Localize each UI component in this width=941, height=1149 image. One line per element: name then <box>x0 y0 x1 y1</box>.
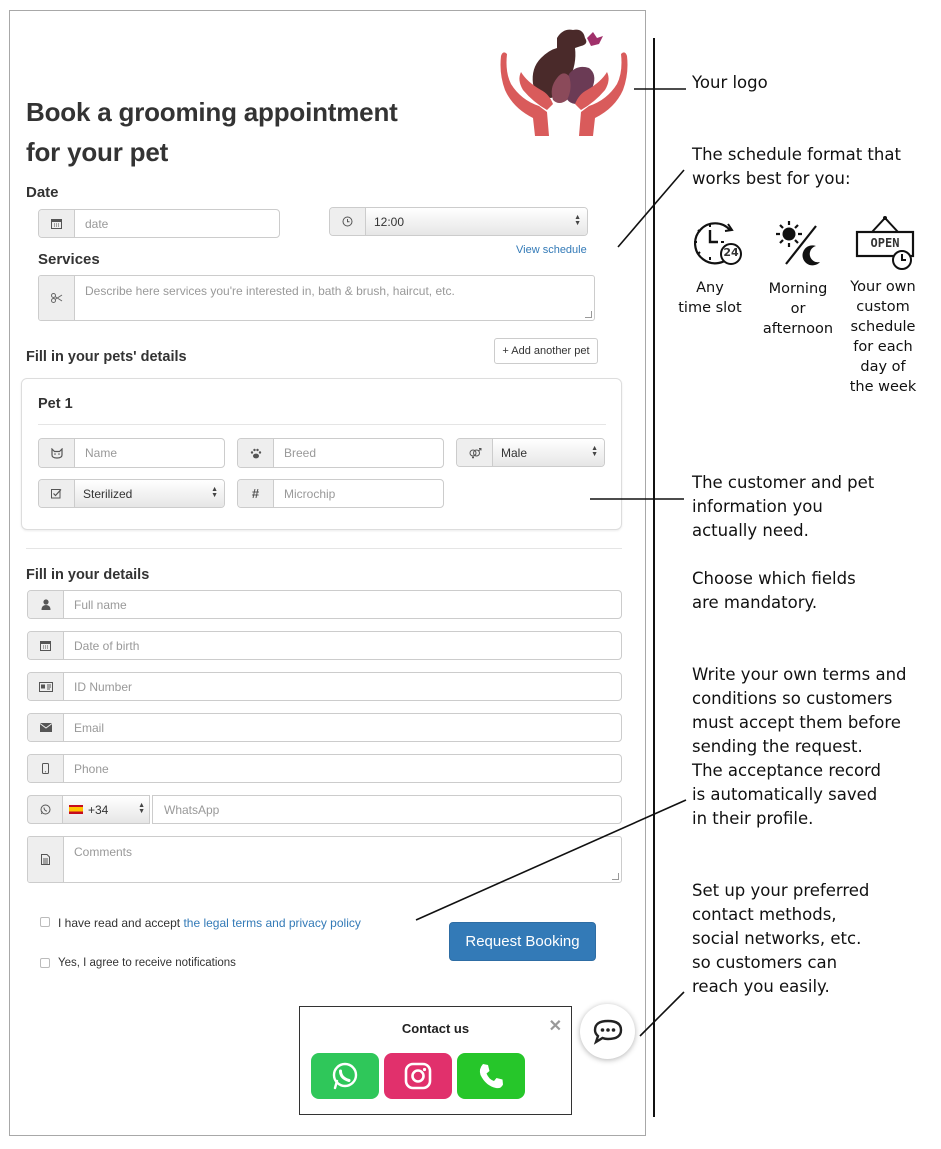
page-title-line1: Book a grooming appointment <box>26 97 398 127</box>
time-select-value: 12:00 <box>374 214 405 229</box>
option-any-time-slot <box>674 278 746 318</box>
select-arrows-icon: ▲ ▼ <box>591 445 598 458</box>
option-custom-line6: the week <box>849 379 917 395</box>
open-sign-label: OPEN <box>870 236 900 250</box>
option-custom-line5: day of <box>860 359 906 375</box>
annotation-contact-line3: social networks, etc. <box>692 929 862 948</box>
country-code-value: +34 <box>88 802 109 817</box>
annotation-contact-line4: so customers can <box>692 953 838 972</box>
terms-link[interactable]: the legal terms and privacy policy <box>183 916 361 930</box>
annotation-terms-line2: conditions so customers <box>692 689 893 708</box>
option-morning-line3: afternoon <box>762 321 834 337</box>
date-label: Date <box>26 184 59 201</box>
annotation-terms-line7: in their profile. <box>692 809 814 828</box>
select-arrows-icon: ▲ ▼ <box>138 802 145 815</box>
pet-breed-input[interactable]: Breed <box>284 446 317 460</box>
fullname-input[interactable]: Full name <box>74 597 127 612</box>
date-input[interactable]: date <box>85 216 109 231</box>
annotation-contact <box>692 879 869 999</box>
option-custom-line3: schedule <box>850 319 916 335</box>
option-morning-line1: Morning <box>768 281 828 297</box>
pet-microchip-input[interactable]: Microchip <box>284 486 336 501</box>
sun-moon-icon <box>772 218 826 270</box>
option-any-line1: Any <box>696 280 724 296</box>
pet-sterilized-value: Sterilized <box>83 486 133 501</box>
annotation-customer-line3: actually need. <box>692 521 809 540</box>
annotation-schedule <box>692 143 901 191</box>
comments-placeholder: Comments <box>74 845 133 859</box>
notifications-label: Yes, I agree to receive notifications <box>58 957 236 969</box>
annotation-terms-line4: sending the request. <box>692 737 863 756</box>
pet-name-input[interactable]: Name <box>85 446 118 460</box>
annotation-terms-line1: Write your own terms and <box>692 665 907 684</box>
annotation-customer-info <box>692 471 874 615</box>
add-another-pet-button[interactable]: + Add another pet <box>494 338 598 364</box>
annotation-contact-line2: contact methods, <box>692 905 837 924</box>
option-custom-line1: Your own <box>850 279 916 295</box>
clock-24-icon <box>688 214 744 270</box>
whatsapp-input[interactable]: WhatsApp <box>152 795 622 824</box>
annotation-terms-line5: The acceptance record <box>692 761 882 780</box>
email-input[interactable]: Email <box>74 720 105 735</box>
annotation-schedule-line1: The schedule format that <box>692 145 901 164</box>
select-arrows-icon: ▲ ▼ <box>211 486 218 499</box>
annotation-contact-line5: reach you easily. <box>692 977 830 996</box>
phone-input[interactable]: Phone <box>74 761 109 776</box>
annotation-schedule-line2: works best for you: <box>692 169 851 188</box>
option-morning-line2: or <box>790 301 806 317</box>
option-custom-schedule <box>842 277 924 397</box>
annotation-customer-line2: information you <box>692 497 823 516</box>
page-title-line2: for your pet <box>26 137 169 167</box>
dob-input[interactable]: Date of birth <box>74 638 140 653</box>
annotation-contact-line1: Set up your preferred <box>692 881 870 900</box>
details-heading: Fill in your details <box>26 567 150 583</box>
option-morning-afternoon <box>760 279 836 339</box>
pet-gender-value: Male <box>501 445 528 460</box>
id-number-input[interactable]: ID Number <box>74 679 133 694</box>
pet-1-title: Pet 1 <box>38 396 73 412</box>
terms-prefix: I have read and accept <box>58 916 181 930</box>
annotation-mandatory-line1: Choose which fields <box>692 569 856 588</box>
annotation-terms-line6: is automatically saved <box>692 785 878 804</box>
hash-icon: # <box>238 480 274 507</box>
services-label: Services <box>38 251 100 268</box>
annotation-terms-line3: must accept them before <box>692 713 901 732</box>
option-custom-line4: for each <box>853 339 913 355</box>
close-icon[interactable]: ✕ <box>548 1018 562 1035</box>
open-sign-icon <box>854 214 916 272</box>
contact-title: Contact us <box>401 1021 470 1036</box>
pets-heading: Fill in your pets' details <box>26 349 187 365</box>
services-placeholder: Describe here services you're interested in, bath & brush, haircut, etc. <box>85 284 455 298</box>
annotation-logo: Your logo <box>692 73 768 92</box>
request-booking-button[interactable]: Request Booking <box>449 922 596 961</box>
select-arrows-icon: ▲ ▼ <box>574 214 581 227</box>
view-schedule-link[interactable]: View schedule <box>516 244 587 256</box>
option-custom-line2: custom <box>856 299 910 315</box>
annotation-mandatory-line2: are mandatory. <box>692 593 818 612</box>
annotation-customer-line1: The customer and pet <box>692 473 875 492</box>
annotation-terms <box>692 663 907 831</box>
option-any-line2: time slot <box>678 300 742 316</box>
clock-24-label: 24 <box>723 246 739 259</box>
